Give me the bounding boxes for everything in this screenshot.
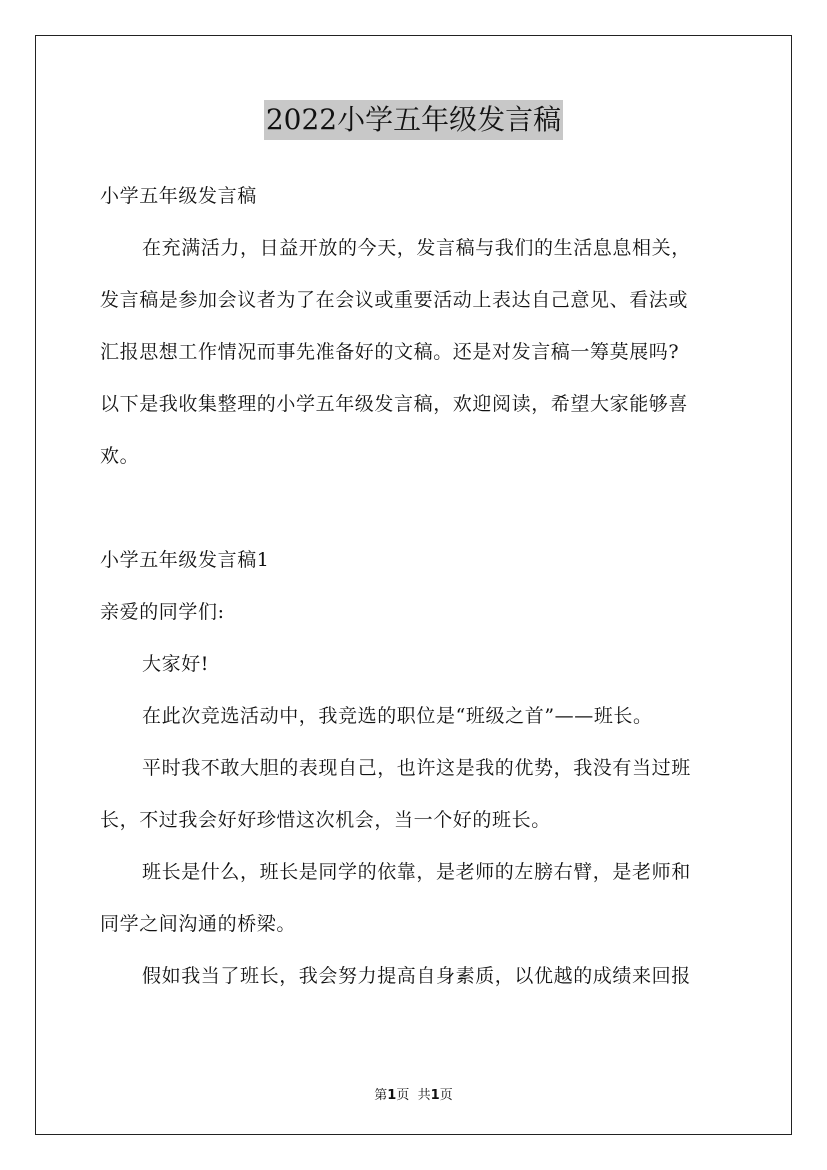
body-line: 班长是什么，班长是同学的依靠，是老师的左膀右臂，是老师和 bbox=[142, 861, 691, 883]
section-title: 小学五年级发言稿1 bbox=[100, 549, 270, 571]
body-line: 长，不过我会好好珍惜这次机会，当一个好的班长。 bbox=[100, 809, 551, 831]
intro-line: 欢。 bbox=[100, 445, 140, 467]
total-pages: 1 bbox=[430, 1088, 440, 1103]
heading: 小学五年级发言稿 bbox=[100, 185, 257, 207]
body-line: 平时我不敢大胆的表现自己，也许这是我的优势，我没有当过班 bbox=[142, 757, 691, 779]
salutation: 亲爱的同学们: bbox=[100, 601, 225, 623]
intro-line: 以下是我收集整理的小学五年级发言稿，欢迎阅读，希望大家能够喜 bbox=[100, 393, 689, 415]
body-line: 在此次竞选活动中，我竞选的职位是“班级之首”——班长。 bbox=[142, 705, 653, 727]
body-line: 假如我当了班长，我会努力提高自身素质，以优越的成绩来回报 bbox=[142, 965, 691, 987]
page-suffix: 页 bbox=[396, 1088, 410, 1103]
page-footer bbox=[0, 1084, 827, 1103]
total-suffix: 页 bbox=[439, 1088, 453, 1103]
document-title: 2022小学五年级发言稿 bbox=[264, 100, 563, 140]
blank-line bbox=[100, 482, 730, 534]
body-line: 同学之间沟通的桥梁。 bbox=[100, 913, 297, 935]
intro-line: 汇报思想工作情况而事先准备好的文稿。还是对发言稿一筹莫展吗? bbox=[100, 341, 680, 363]
title-container bbox=[0, 100, 827, 140]
greeting: 大家好! bbox=[142, 653, 210, 675]
total-prefix: 共 bbox=[417, 1088, 431, 1103]
page-prefix: 第 bbox=[374, 1088, 388, 1103]
intro-line: 在充满活力，日益开放的今天，发言稿与我们的生活息息相关， bbox=[142, 237, 691, 259]
intro-line: 发言稿是参加会议者为了在会议或重要活动上表达自己意见、看法或 bbox=[100, 289, 689, 311]
page-number: 1 bbox=[387, 1088, 397, 1103]
document-body bbox=[100, 170, 730, 1002]
